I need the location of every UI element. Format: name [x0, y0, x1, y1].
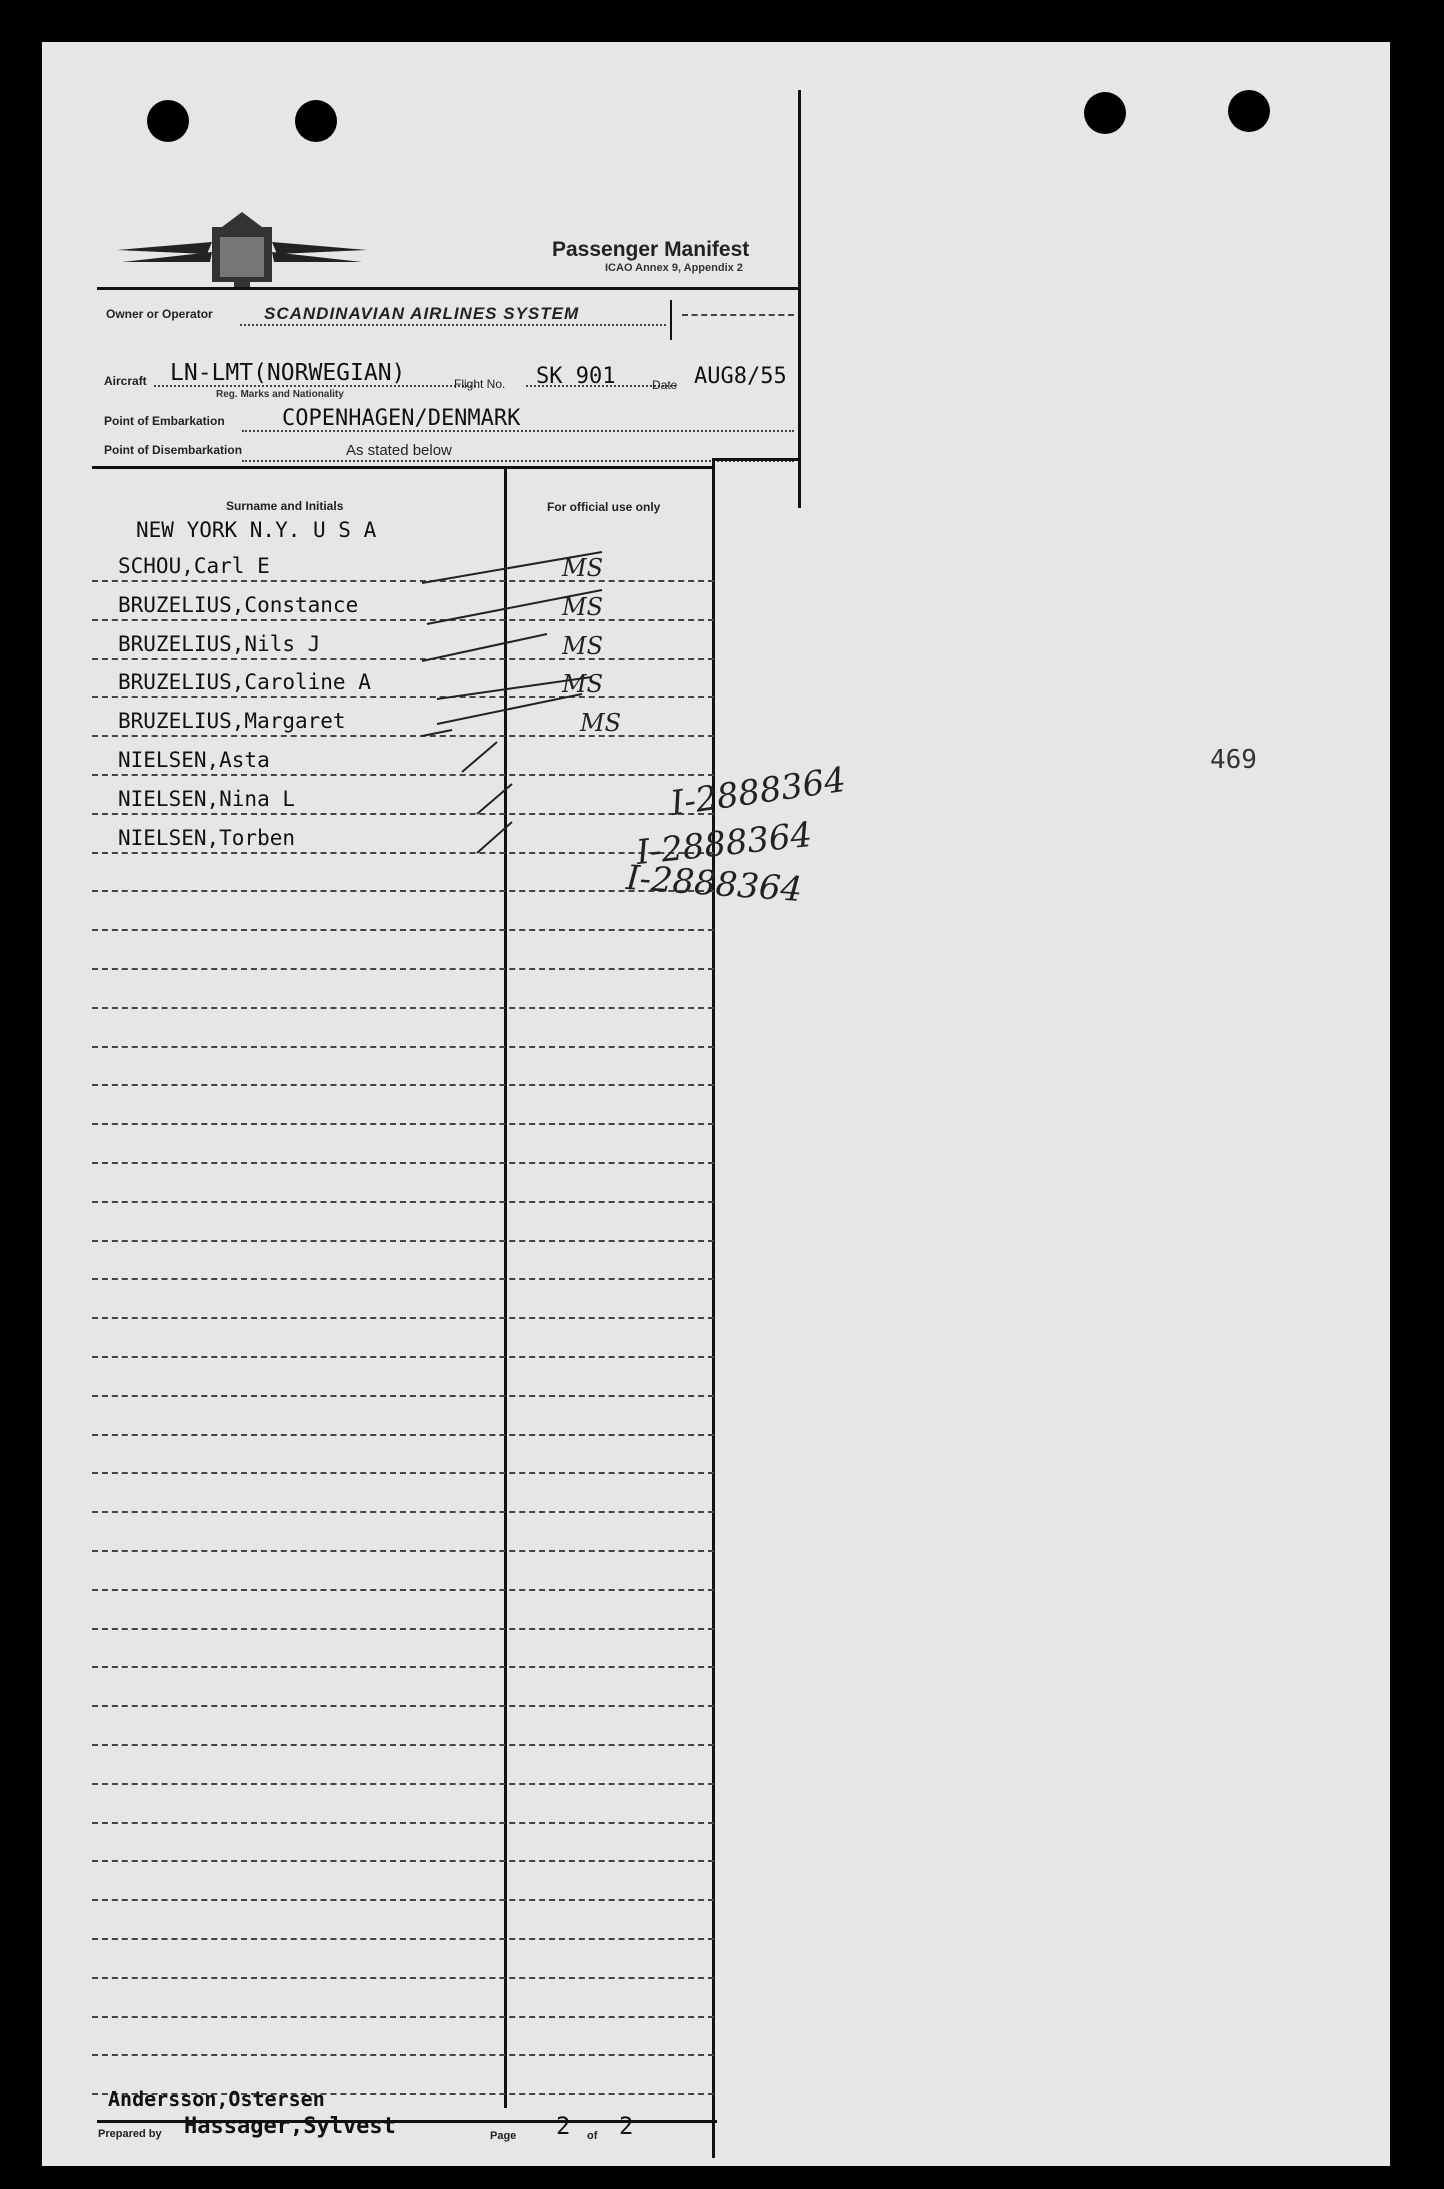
- owner-value: SCANDINAVIAN AIRLINES SYSTEM: [264, 304, 580, 323]
- official-mark: MS: [562, 632, 604, 660]
- aircraft-label: Aircraft: [104, 374, 147, 388]
- table-row-line: [92, 1899, 714, 1901]
- table-row-line: [92, 1783, 714, 1785]
- table-row-line: [92, 2016, 714, 2018]
- header-right-border: [798, 90, 801, 508]
- table-row-line: [92, 1046, 714, 1048]
- table-row-line: [92, 1395, 714, 1397]
- manifest-subtitle: ICAO Annex 9, Appendix 2: [605, 262, 743, 274]
- page-label: Page: [490, 2130, 517, 2142]
- passenger-name: NIELSEN,Nina L: [118, 787, 296, 811]
- name-column-header: Surname and Initials: [226, 499, 344, 513]
- official-mark: MS: [562, 670, 604, 698]
- table-row-line: [92, 968, 714, 970]
- page-number: 2: [556, 2112, 571, 2140]
- disembarkation-label: Point of Disembarkation: [104, 443, 243, 457]
- date-label: Date: [652, 378, 678, 392]
- table-row-line: [92, 1201, 714, 1203]
- handwritten-strokes: [42, 42, 742, 902]
- table-row-line: [92, 1589, 714, 1591]
- handwritten-number: I-2888364: [668, 759, 849, 825]
- table-row-line: [92, 1977, 714, 1979]
- punch-hole: [1084, 92, 1126, 134]
- owner-label: Owner or Operator: [106, 307, 213, 321]
- table-row-line: [92, 1240, 714, 1242]
- disembarkation-value: As stated below: [346, 442, 452, 459]
- flight-value: SK 901: [536, 364, 616, 389]
- table-row-line: [92, 1084, 714, 1086]
- passenger-name: NIELSEN,Asta: [118, 748, 270, 772]
- embarkation-label: Point of Embarkation: [104, 414, 225, 428]
- destination-text: NEW YORK N.Y. U S A: [136, 518, 377, 542]
- table-row-line: [92, 1822, 714, 1824]
- table-row-line: [92, 2054, 714, 2056]
- punch-hole: [1228, 90, 1270, 132]
- embarkation-value: COPENHAGEN/DENMARK: [282, 406, 521, 431]
- table-row-line: [92, 1511, 714, 1513]
- handwritten-number: I-2888364: [634, 814, 814, 874]
- page-stamp-number: 469: [1210, 745, 1257, 775]
- prepared-by-line2: Hassager,Sylvest: [184, 2114, 396, 2139]
- official-mark: MS: [562, 554, 604, 582]
- table-row-line: [92, 1938, 714, 1940]
- table-row-line: [92, 929, 714, 931]
- table-row-line: [92, 1705, 714, 1707]
- table-row-line: [92, 1356, 714, 1358]
- table-row-line: [92, 1744, 714, 1746]
- flight-label: Flight No.: [454, 377, 506, 391]
- official-column-header: For official use only: [547, 500, 661, 514]
- official-mark: MS: [580, 709, 622, 737]
- passenger-name: BRUZELIUS,Nils J: [118, 632, 321, 656]
- table-row-line: [92, 1317, 714, 1319]
- date-value: AUG8/55: [694, 364, 787, 389]
- prepared-by-line1: Andersson,Ostersen: [108, 2087, 325, 2111]
- table-row-line: [92, 1434, 714, 1436]
- passenger-name: SCHOU,Carl E: [118, 554, 270, 578]
- passenger-name: BRUZELIUS,Margaret: [118, 709, 346, 733]
- table-row-line: [92, 1007, 714, 1009]
- table-row-line: [92, 1628, 714, 1630]
- manifest-sheet: [42, 42, 1390, 2166]
- aircraft-value: LN-LMT(NORWEGIAN): [170, 360, 406, 386]
- aircraft-sublabel: Reg. Marks and Nationality: [216, 389, 344, 400]
- passenger-name: BRUZELIUS,Caroline A: [118, 670, 371, 694]
- of-label: of: [587, 2130, 598, 2142]
- table-row-line: [92, 1666, 714, 1668]
- table-row-line: [92, 1550, 714, 1552]
- table-row-line: [92, 1123, 714, 1125]
- passenger-name: BRUZELIUS,Constance: [118, 593, 359, 617]
- handwritten-number: I-2888364: [624, 857, 804, 911]
- table-row-line: [92, 1162, 714, 1164]
- passenger-name: NIELSEN,Torben: [118, 826, 296, 850]
- table-row-line: [92, 1860, 714, 1862]
- page-total: 2: [619, 2112, 634, 2140]
- manifest-title: Passenger Manifest: [552, 238, 750, 261]
- table-row-line: [92, 1278, 714, 1280]
- official-mark: MS: [562, 593, 604, 621]
- table-row-line: [92, 1472, 714, 1474]
- prepared-by-label: Prepared by: [98, 2128, 162, 2140]
